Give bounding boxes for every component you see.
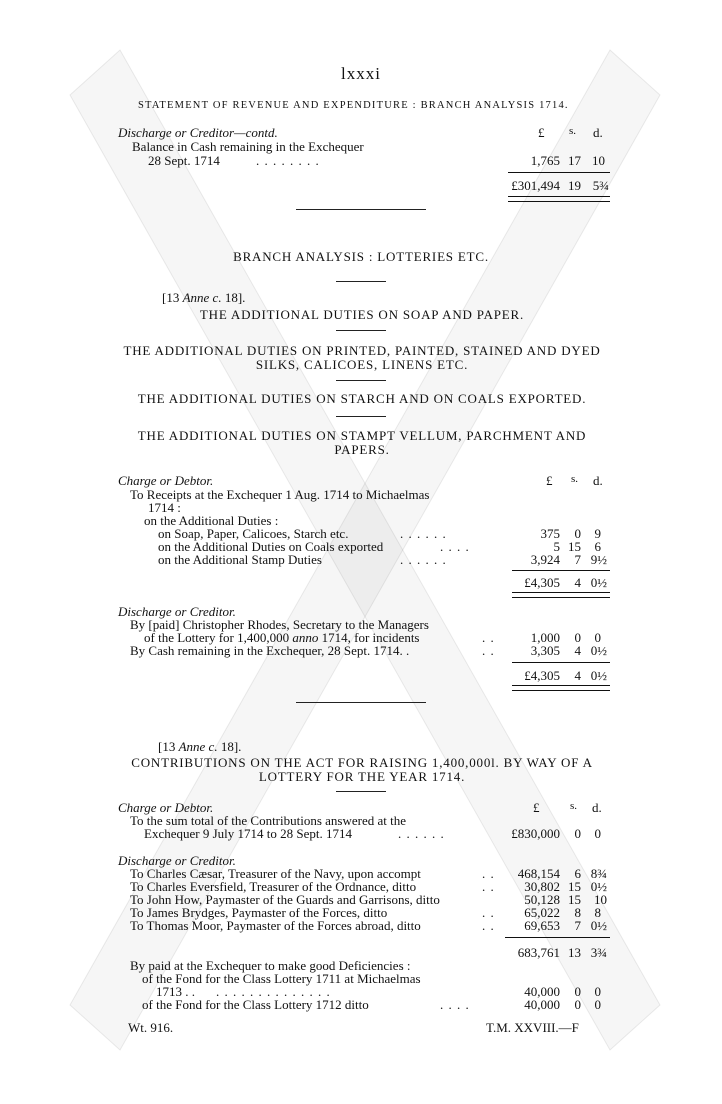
item-label: on Soap, Paper, Calicoes, Starch etc.: [158, 526, 349, 541]
subtotal-pence: 3¾: [590, 945, 607, 960]
col-pounds: £: [546, 473, 553, 488]
payment-pence: 8: [594, 905, 601, 920]
item-pounds: 5: [553, 539, 560, 554]
charge-heading: Charge or Debtor.: [118, 473, 214, 488]
payment-shillings: 15: [568, 892, 581, 907]
footer-left: Wt. 916.: [128, 1020, 174, 1035]
double-rule: [508, 196, 610, 202]
heading-starch-coals: THE ADDITIONAL DUTIES ON STARCH AND ON COALS EXPORTED.: [137, 391, 587, 406]
branch-title: BRANCH ANALYSIS : LOTTERIES ETC.: [233, 249, 489, 264]
fond-1712-shillings: 0: [574, 997, 581, 1012]
contributions-pence: 0: [594, 826, 601, 841]
leader-dots: . .: [482, 918, 495, 933]
cash-pounds: 3,305: [530, 643, 560, 658]
contributions-line-2: Exchequer 9 July 1714 to 28 Sept. 1714: [144, 826, 352, 841]
payment-pence: 8¾: [590, 866, 607, 881]
rule: [512, 662, 610, 663]
footer-right: T.M. XXVIII.—F: [486, 1020, 579, 1035]
item-shillings: 15: [568, 539, 581, 554]
payment-shillings: 7: [574, 918, 581, 933]
item-pence: 9½: [590, 552, 607, 567]
section-divider: [296, 702, 426, 703]
fond-1712-pence: 0: [594, 997, 601, 1012]
rhodes-shillings: 0: [574, 630, 581, 645]
double-rule: [512, 685, 610, 691]
heading-stampt-vellum: THE ADDITIONAL DUTIES ON STAMPT VELLUM, PARCHMENT AND PAPERS.: [137, 428, 587, 457]
total-pence: 5¾: [592, 178, 609, 193]
short-rule: [336, 791, 386, 792]
discharge-total-shillings: 4: [574, 668, 581, 683]
cash-remaining-label: By Cash remaining in the Exchequer, 28 Sept. 1714. .: [130, 643, 410, 658]
contributions-pounds: £830,000: [511, 826, 560, 841]
heading-silks: THE ADDITIONAL DUTIES ON PRINTED, PAINTED, STAINED AND DYED SILKS, CALICOES, LINENS ETC.: [123, 343, 601, 372]
col-pence: d.: [593, 473, 603, 488]
item-pounds: 3,924: [530, 552, 560, 567]
balance-shillings: 17: [568, 153, 581, 168]
leader-dots: . . . . . .: [400, 552, 447, 567]
statute-ref: [13 Anne c. 18].: [162, 290, 246, 305]
receipts-line-1: To Receipts at the Exchequer 1 Aug. 1714 to Michaelmas: [130, 487, 430, 502]
short-rule: [336, 281, 386, 282]
leader-dots: . . . . . . . .: [256, 153, 320, 168]
item-pounds: 375: [540, 526, 560, 541]
leader-dots: . .: [482, 905, 495, 920]
payment-label: To Charles Cæsar, Treasurer of the Navy, upon accompt: [130, 866, 421, 881]
discharge-contd-heading: Discharge or Creditor—contd.: [118, 125, 278, 140]
payment-shillings: 15: [568, 879, 581, 894]
page-number: lxxxi: [341, 64, 381, 83]
item-shillings: 7: [574, 552, 581, 567]
charge-total-shillings: 4: [574, 575, 581, 590]
deficiencies-line-4: of the Fond for the Class Lottery 1712 ditto: [142, 997, 369, 1012]
rhodes-pounds: 1,000: [530, 630, 560, 645]
item-label: on the Additional Stamp Duties: [158, 552, 322, 567]
section-divider: [296, 209, 426, 210]
deficiencies-line-3: 1713 . .: [156, 984, 195, 999]
col-shillings: s.: [570, 800, 578, 812]
payment-label: To James Brydges, Paymaster of the Forces, ditto: [130, 905, 388, 920]
payment-pence: 0½: [590, 918, 607, 933]
leader-dots: . . . .: [440, 539, 470, 554]
short-rule: [336, 416, 386, 417]
cash-shillings: 4: [574, 643, 581, 658]
payment-shillings: 6: [574, 866, 581, 881]
rhodes-line-1: By [paid] Christopher Rhodes, Secretary to the Managers: [130, 617, 429, 632]
payment-label: To Charles Eversfield, Treasurer of the Ordnance, ditto: [130, 879, 417, 894]
rhodes-pence: 0: [594, 630, 601, 645]
double-rule: [512, 592, 610, 598]
item-shillings: 0: [574, 526, 581, 541]
col-pounds: £: [538, 125, 545, 140]
short-rule: [336, 380, 386, 381]
col-pence: d.: [593, 125, 603, 140]
running-title: STATEMENT OF REVENUE AND EXPENDITURE : BRANCH ANALYSIS 1714.: [138, 100, 569, 111]
payment-label: To Thomas Moor, Paymaster of the Forces abroad, ditto: [130, 918, 421, 933]
fond-1711-pounds: 40,000: [524, 984, 560, 999]
fond-1712-pounds: 40,000: [524, 997, 560, 1012]
total-pounds: £301,494: [511, 178, 560, 193]
statute-ref: [13 Anne c. 18].: [158, 739, 242, 754]
payment-pounds: 468,154: [517, 866, 560, 881]
payment-pence: 0½: [590, 879, 607, 894]
discharge-heading: Discharge or Creditor.: [118, 604, 236, 619]
payment-shillings: 8: [574, 905, 581, 920]
leader-dots: . .: [482, 630, 495, 645]
deficiencies-line-2: of the Fond for the Class Lottery 1711 at Michaelmas: [142, 971, 421, 986]
payment-pounds: 50,128: [524, 892, 560, 907]
charge-total-pence: 0½: [590, 575, 607, 590]
balance-pounds: 1,765: [530, 153, 560, 168]
cash-pence: 0½: [590, 643, 607, 658]
balance-line-2: 28 Sept. 1714: [148, 153, 220, 168]
heading-contributions: CONTRIBUTIONS ON THE ACT FOR RAISING 1,400,000l. BY WAY OF A LOTTERY FOR THE YEAR 1714.: [131, 755, 593, 784]
payment-pounds: 69,653: [524, 918, 560, 933]
payment-pounds: 65,022: [524, 905, 560, 920]
heading-soap-paper: THE ADDITIONAL DUTIES ON SOAP AND PAPER.: [199, 307, 525, 322]
col-pounds: £: [533, 800, 540, 815]
payment-pence: 10: [594, 892, 607, 907]
subtotal-pounds: 683,761: [517, 945, 560, 960]
discharge-heading: Discharge or Creditor.: [118, 853, 236, 868]
charge-total-pounds: £4,305: [524, 575, 560, 590]
short-rule: [336, 330, 386, 331]
rhodes-line-2: of the Lottery for 1,400,000 anno 1714, for incidents: [144, 630, 420, 645]
fond-1711-shillings: 0: [574, 984, 581, 999]
discharge-total-pence: 0½: [590, 668, 607, 683]
leader-dots: . .: [482, 866, 495, 881]
fond-1711-pence: 0: [594, 984, 601, 999]
rule: [505, 937, 610, 938]
item-label: on the Additional Duties on Coals exported: [158, 539, 384, 554]
item-pence: 6: [594, 539, 601, 554]
balance-pence: 10: [592, 153, 605, 168]
col-pence: d.: [592, 800, 602, 815]
col-shillings: s.: [571, 473, 579, 485]
charge-heading: Charge or Debtor.: [118, 800, 214, 815]
rule: [512, 570, 610, 571]
payment-pounds: 30,802: [524, 879, 560, 894]
leader-dots: . . . . . .: [400, 526, 447, 541]
col-shillings: s.: [569, 125, 577, 137]
leader-dots: . . . .: [440, 997, 470, 1012]
additional-duties-label: on the Additional Duties :: [144, 513, 279, 528]
receipts-line-2: 1714 :: [148, 500, 181, 515]
contributions-shillings: 0: [574, 826, 581, 841]
discharge-total-pounds: £4,305: [524, 668, 560, 683]
balance-line-1: Balance in Cash remaining in the Exchequer: [132, 139, 364, 154]
deficiencies-line-1: By paid at the Exchequer to make good Deficiencies :: [130, 958, 411, 973]
leader-dots: . . . . . . . . . . . . . .: [216, 984, 331, 999]
rule: [508, 172, 610, 173]
leader-dots: . .: [482, 643, 495, 658]
item-pence: 9: [594, 526, 601, 541]
subtotal-shillings: 13: [568, 945, 581, 960]
leader-dots: . . . . . .: [398, 826, 445, 841]
leader-dots: . .: [482, 879, 495, 894]
total-shillings: 19: [568, 178, 581, 193]
contributions-line-1: To the sum total of the Contributions answered at the: [130, 813, 407, 828]
payment-label: To John How, Paymaster of the Guards and Garrisons, ditto: [130, 892, 440, 907]
